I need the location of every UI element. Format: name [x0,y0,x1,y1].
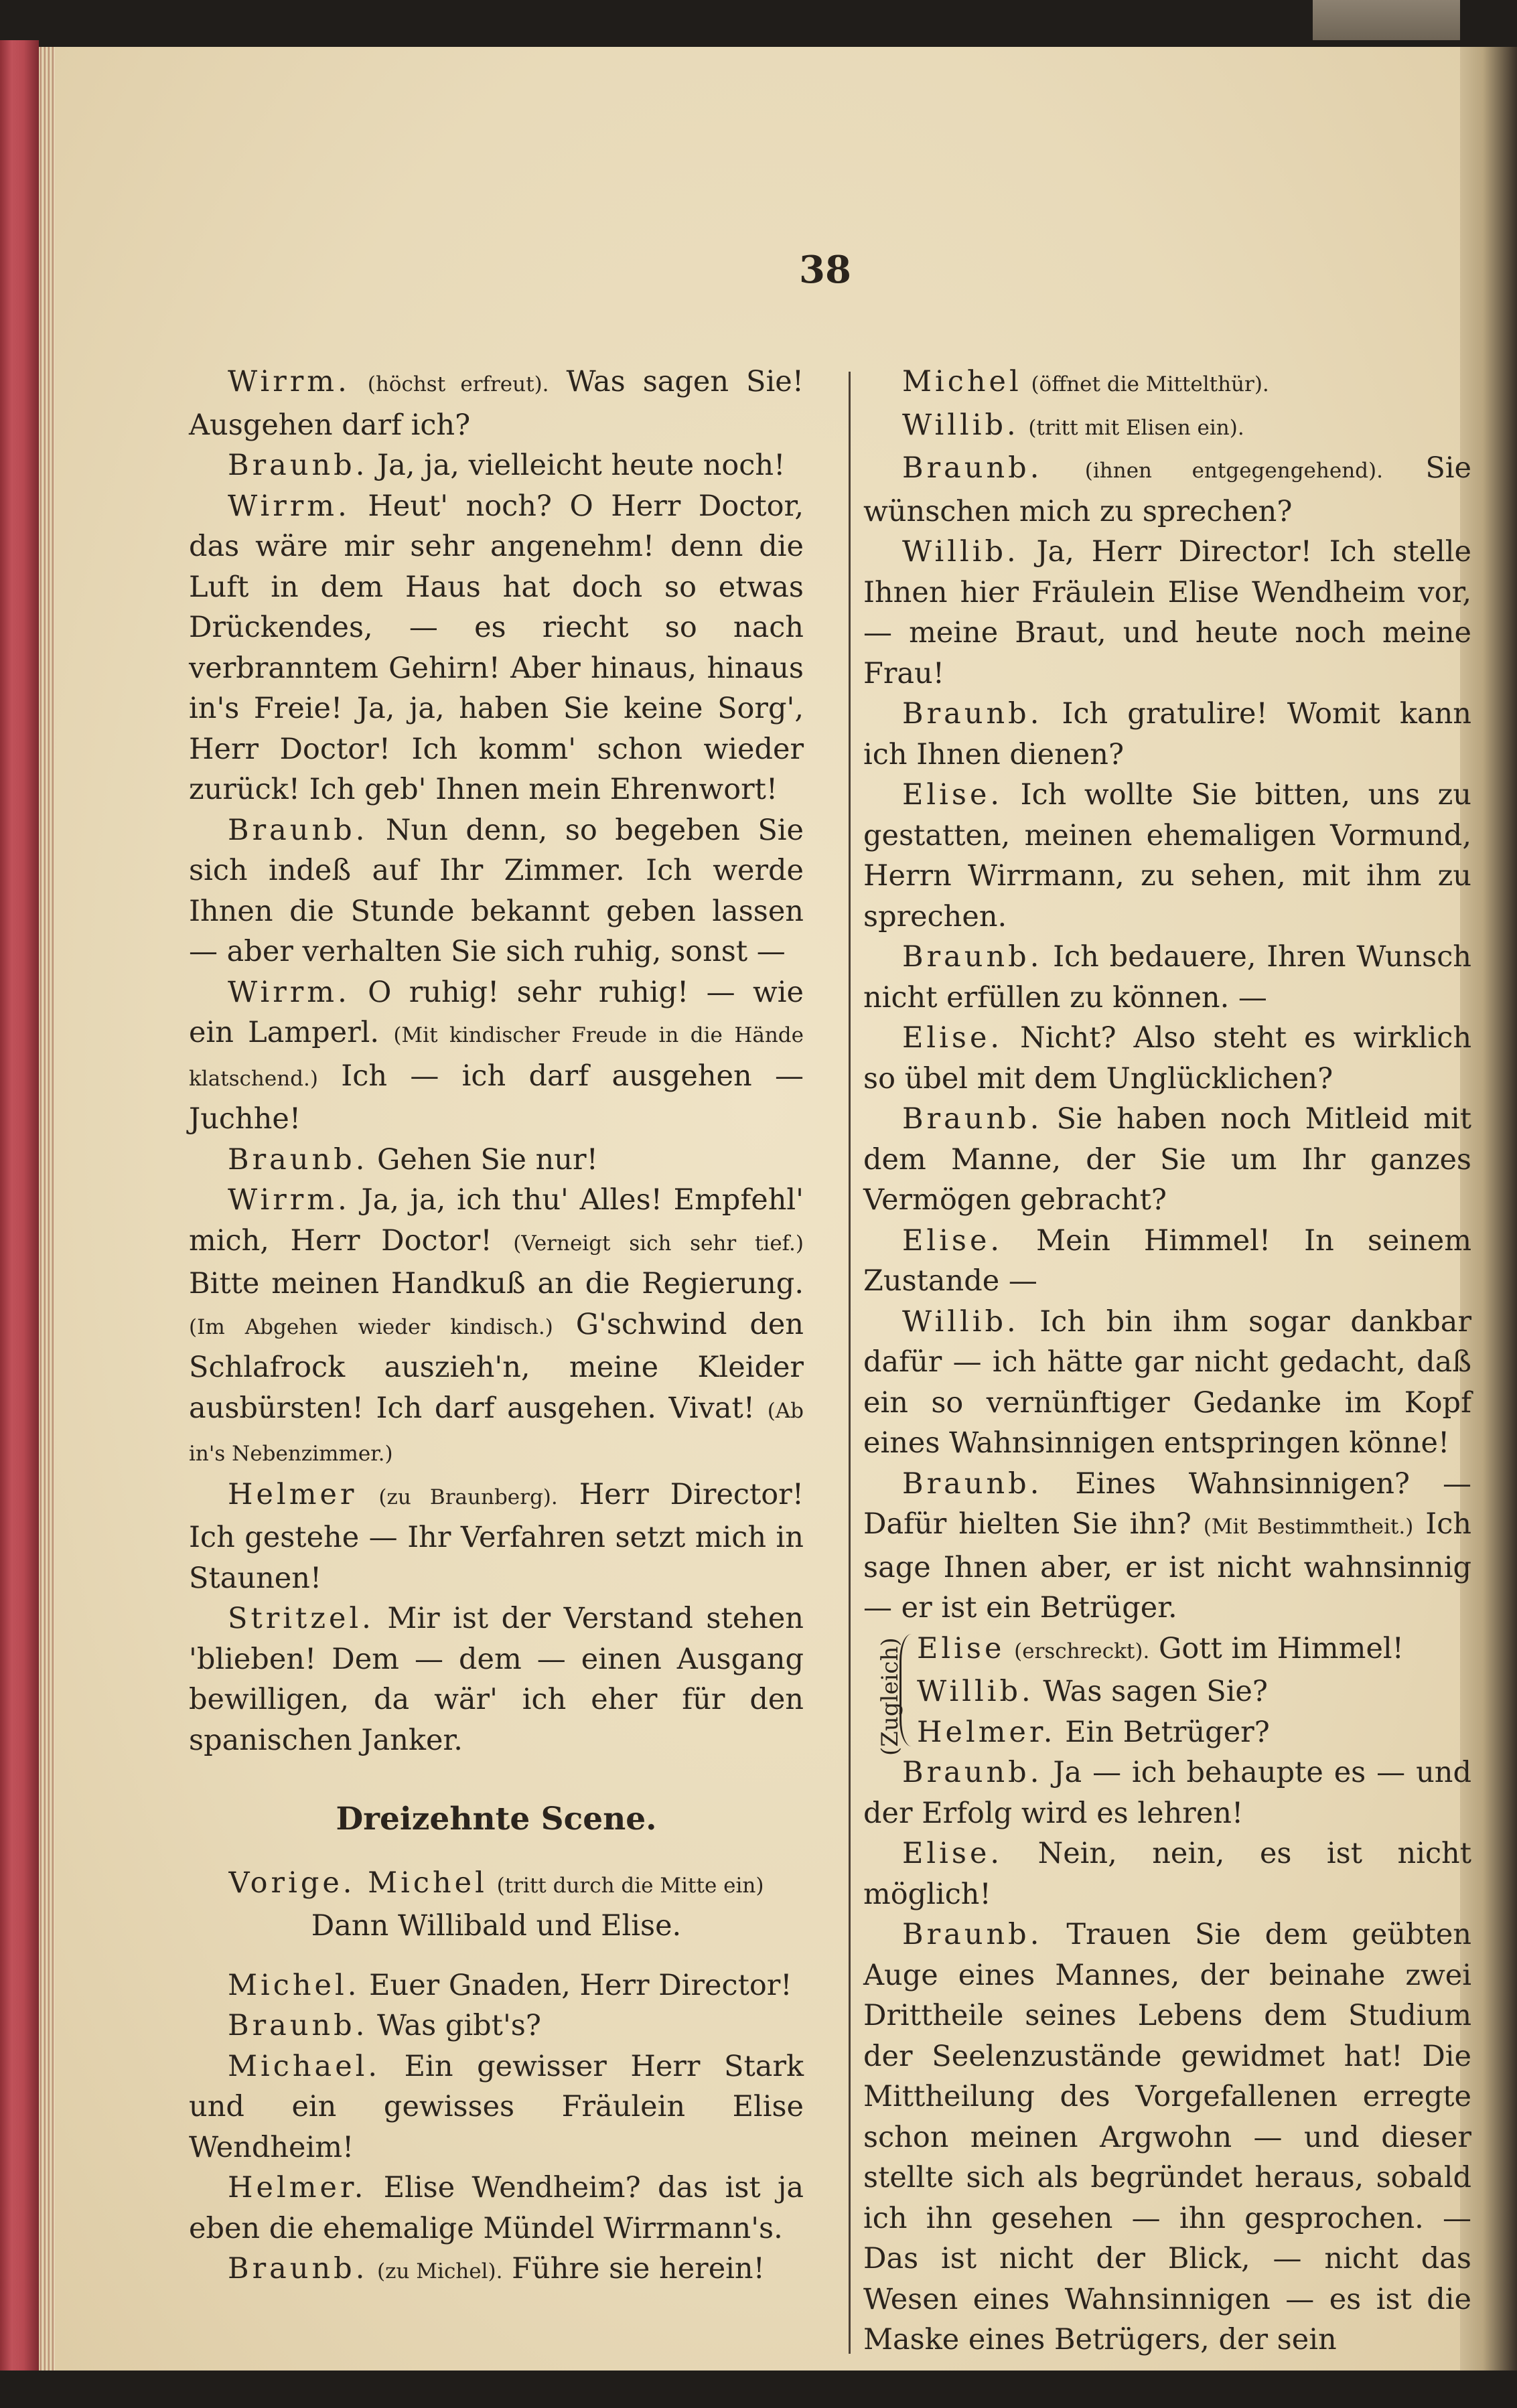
speaker: Willib. [902,408,1019,442]
left-column [189,362,804,2292]
speaker: Willib. [902,1304,1019,1339]
speaker: Stritzel. [228,1602,374,1635]
speaker: Braunb. [902,1918,1043,1951]
speech-text: Trauen Sie dem geübten Auge eines Mannes, der beinahe zwei Drittheile seines Lebens dem Studium der Seelenzustände gewidmet hat! Die Mittheilung des Vorgefallenen erregte schon meinen Argwohn — und dieser stellte sich als begründet heraus, sobald ich ihn gesehen — ihn gesprochen. — Das ist nicht der Blick, — nicht das Wesen eines Wahnsinnigen — es ist die Maske eines Betrügers, der sein [863,1918,1472,2356]
speaker: Michel [902,365,1022,398]
speaker: Helmer [228,1477,358,1511]
stage-direction: (Mit Bestimmtheit.) [1203,1515,1414,1539]
stage-direction: (öffnet die Mittelthür). [1031,372,1269,396]
speech-text: Sie wünschen mich zu sprechen? [863,451,1472,528]
speech-line [863,1752,1471,1833]
speech-line [863,1833,1471,1914]
speech-text: Elise Wendheim? das ist ja eben die ehemalige Mündel Wirrmann's. [189,2171,804,2245]
speech-line [863,694,1471,775]
speech-line [863,1302,1471,1464]
speech-line [863,1099,1471,1221]
speech-text: Nicht? Also steht es wirklich so übel mit dem Unglücklichen? [863,1021,1472,1096]
scene-cast-line-2: Dann Willibald und Elise. [311,1909,682,1943]
speech-text: Was sagen Sie! Ausgehen darf ich? [189,365,804,442]
stage-direction: (Im Abgehen wieder kindisch.) [189,1314,553,1339]
stage-direction: (Verneigt sich sehr tief.) [513,1231,804,1256]
speech-text: Nun denn, so begeben Sie sich indeß auf Ihr Zimmer. Ich werde Ihnen die Stunde bekannt geben lassen — aber verhalten Sie sich ruhig, sonst — [189,813,804,968]
speech-line [917,1712,1471,1753]
speech-line [863,448,1471,532]
speech-line [863,1221,1471,1302]
speech-text: Ich bin ihm sogar dankbar dafür — ich hätte gar nicht gedacht, daß ein so vernünftiger Gedanke im Kopf eines Wahnsinnigen entspringen könne! [863,1304,1471,1460]
together-label: (Zugleich) [877,1637,904,1756]
book-spine-red-edge [0,40,39,2377]
speaker: Braunb. [902,1102,1043,1136]
speech-line [863,937,1471,1018]
speech-text: Ja — ich behaupte es — und der Erfolg wird es lehren! [863,1756,1471,1830]
speech-line [863,532,1471,694]
speaker: Braunb. [902,697,1043,731]
speech-line [189,486,804,810]
speaker: Braunb. [902,451,1043,485]
speaker: Willib. [917,1675,1034,1708]
speech-text: Ich sage Ihnen aber, er ist nicht wahnsinnig — er ist ein Betrüger. [863,1507,1471,1625]
page-number: 38 [799,248,851,292]
speaker: Elise [917,1631,1005,1665]
speech-text: Mein Himmel! In seinem Zustande — [863,1223,1471,1298]
speech-text: Ja, ja, vielleicht heute noch! [377,449,786,482]
speaker: Elise. [902,778,1003,812]
speech-text: Heut' noch? O Herr Doctor, das wäre mir sehr angenehm! denn die Luft in dem Haus hat doch so etwas Drückendes, — es riecht so nach verbranntem Gehirn! Aber hinaus, hinaus in's Freie! Ja, ja, haben Sie keine Sorg', Herr Doctor! Ich komm' schon wieder zurück! Ich geb' Ihnen mein Ehrenwort! [189,489,804,806]
speech-text: Gehen Sie nur! [377,1142,598,1177]
speaker: Michel. [228,1968,360,2002]
speech-text: Eines Wahnsinnigen? — Dafür hielten Sie ihn? [863,1466,1472,1541]
speech-line [189,1965,804,2006]
speaker: Wirrm. [228,1183,350,1217]
speech-text: Bitte meinen Handkuß an die Regierung. [189,1267,804,1300]
speaker: Braunb. [902,1756,1043,1789]
speech-line [189,972,804,1140]
bookmark-ribbon [1313,0,1460,40]
speaker: Braunb. [228,813,368,847]
stage-direction: (tritt durch die Mitte ein) [496,1873,764,1898]
speech-text: G'schwind den Schlafrock auszieh'n, meine Kleider ausbürsten! Ich darf ausgehen. Vivat! [189,1307,804,1425]
speech-line [863,405,1471,449]
speech-text: Ich wollte Sie bitten, uns zu gestatten, meinen ehemaligen Vormund, Herrn Wirrmann, zu sehen, mit ihm zu sprechen. [863,778,1472,933]
speech-line [863,1914,1471,2360]
speaker: Braunb. [902,1466,1043,1501]
speech-text: Ja, Herr Director! Ich stelle Ihnen hier Fräulein Elise Wendheim vor, — meine Braut, und heute noch meine Frau! [863,535,1471,690]
speaker: Michael. [228,2049,381,2083]
speech-line [917,1629,1471,1672]
speech-line [863,362,1471,405]
page [55,47,1472,2371]
stage-direction: (zu Braunberg). [378,1485,558,1509]
stage-direction: (ihnen entgegengehend). [1084,459,1383,483]
speech-text: Gott im Himmel! [1158,1631,1404,1665]
speech-text: Ich — ich darf ausgehen — Juchhe! [189,1059,804,1136]
background-top [0,0,1517,47]
speech-line [189,810,804,972]
right-column [849,362,1471,2360]
scene-cast-line-1 [189,1863,804,1906]
speech-text: Sie haben noch Mitleid mit dem Manne, der Sie um Ihr ganzes Vermögen gebracht? [863,1102,1471,1217]
speech-text: Was gibt's? [377,2009,541,2042]
background-bottom [0,2371,1517,2408]
speech-text: Was sagen Sie? [1043,1675,1268,1708]
speech-line [189,1180,804,1475]
speech-line [189,1475,804,1599]
speech-line [917,1671,1471,1712]
speech-text: Mir ist der Verstand stehen 'blieben! Dem — dem — einen Ausgang bewilligen, da wär' ich eher für den spanischen Janker. [189,1602,804,1757]
speech-text: Herr Director! Ich gestehe — Ihr Verfahren setzt mich in Staunen! [189,1477,804,1595]
stage-direction: (zu Michel). [377,2259,503,2283]
speech-line [189,2168,804,2249]
speech-text: O ruhig! sehr ruhig! — wie ein Lamperl. [189,975,804,1049]
speech-text: Nein, nein, es ist nicht möglich! [863,1837,1472,1911]
speech-text: Führe sie herein! [512,2252,765,2285]
speaker: Braunb. [228,2252,368,2285]
speech-text: Ich bedauere, Ihren Wunsch nicht erfüllen zu können. — [863,940,1471,1014]
scene-heading: Dreizehnte Scene. [336,1801,657,1837]
speaker: Wirrm. [228,489,350,523]
speaker: Braunb. [228,2009,368,2042]
speech-text: Ein Betrüger? [1065,1715,1270,1749]
stage-direction: (Ab in's Nebenzimmer.) [189,1398,804,1466]
speaker: Wirrm. [228,975,350,1009]
speech-line [863,1018,1471,1099]
speaker: Braunb. [902,940,1043,974]
speech-line [189,2249,804,2292]
speech-line [863,1464,1471,1629]
simultaneous-speech-group [870,1629,1471,1756]
speech-line [189,362,804,445]
stage-direction: (erschreckt). [1014,1639,1150,1663]
speaker: Braunb. [228,1142,368,1177]
cast-speakers: Vorige. Michel [228,1866,488,1900]
curly-brace-icon [899,1634,914,1746]
stage-direction: (Mit kindischer Freude in die Hände klatschend.) [189,1023,804,1091]
speaker: Wirrm. [228,365,350,398]
speaker: Elise. [902,1223,1003,1258]
speaker: Helmer. [917,1715,1056,1749]
speech-text: Ein gewisser Herr Stark und ein gewisses Fräulein Elise Wendheim! [189,2049,804,2164]
stage-direction: (tritt mit Elisen ein). [1028,415,1244,440]
speech-line [863,775,1471,937]
speech-text: Euer Gnaden, Herr Director! [369,1968,792,2002]
speech-line [189,445,804,486]
speech-line [189,1598,804,1760]
speech-text: Ja, ja, ich thu' Alles! Empfehl' mich, Herr Doctor! [189,1183,804,1258]
speech-line [189,2006,804,2046]
speech-text: Ich gratulire! Womit kann ich Ihnen dienen? [863,697,1471,771]
speaker: Braunb. [228,449,368,482]
speaker: Elise. [902,1021,1003,1055]
speaker: Helmer. [228,2171,367,2204]
speaker: Willib. [902,535,1019,569]
stage-direction: (höchst erfreut). [367,372,549,396]
speech-line [189,1140,804,1181]
speaker: Elise. [902,1837,1003,1870]
page-stack-edge [39,47,55,2371]
speech-line [189,2046,804,2168]
